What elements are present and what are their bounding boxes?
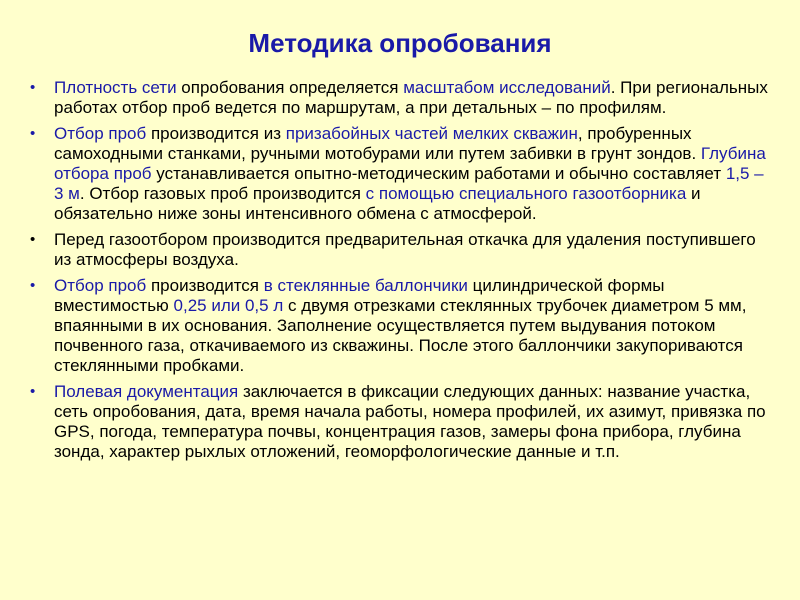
bullet-text: производится bbox=[146, 276, 264, 295]
highlighted-term: 0,25 или 0,5 л bbox=[173, 296, 284, 315]
highlighted-term: Глубина отбора проб bbox=[54, 144, 766, 183]
bullet-item bbox=[28, 230, 776, 270]
bullet-text: . Отбор газовых проб производится bbox=[79, 184, 366, 203]
highlighted-term: Полевая документация bbox=[54, 382, 239, 401]
bullet-item bbox=[28, 276, 776, 376]
bullet-text: опробования определяется bbox=[176, 78, 404, 97]
highlighted-term: Плотность сети bbox=[54, 78, 177, 97]
bullet-text: цилиндрической формы вместимостью bbox=[54, 276, 665, 315]
bullet-marker-icon: • bbox=[30, 125, 36, 142]
bullet-list bbox=[28, 78, 776, 468]
highlighted-term: 1,5 – 3 м bbox=[54, 164, 764, 203]
highlighted-term: с помощью специального газоотборника bbox=[365, 184, 687, 203]
bullet-text: и обязательно ниже зоны интенсивного обмена с атмосферой. bbox=[54, 184, 701, 223]
highlighted-term: в стеклянные баллончики bbox=[263, 276, 468, 295]
bullet-marker-icon: • bbox=[30, 277, 36, 294]
bullet-item bbox=[28, 124, 776, 224]
bullet-text: Перед газоотбором производится предварительная откачка для удаления поступившего из атмосферы воздуха. bbox=[54, 230, 756, 269]
bullet-text: с двумя отрезками стеклянных трубочек диаметром 5 мм, впаянными в их основания. Заполнение осуществляется путем выдувания потоком почвенного газа, откачиваемого из скважины. После этого баллончики закупориваются стеклянными пробками. bbox=[54, 296, 747, 375]
bullet-text: . При региональных работах отбор проб ведется по маршрутам, а при детальных – по профилям. bbox=[54, 78, 768, 117]
highlighted-term: призабойных частей мелких скважин bbox=[285, 124, 578, 143]
bullet-item bbox=[28, 78, 776, 118]
highlighted-term: Отбор проб bbox=[54, 276, 147, 295]
bullet-item bbox=[28, 382, 776, 462]
bullet-text: устанавливается опытно-методическим работами и обычно составляет bbox=[151, 164, 726, 183]
slide-title: Методика опробования bbox=[248, 28, 552, 58]
bullet-text: заключается в фиксации следующих данных: название участка, сеть опробования, дата, время начала работы, номера профилей, их азимут, привязка по GPS, погода, температура почвы, концентрация газов, замеры фона прибора, глубина зонда, характер рыхлых отложений, геоморфологические данные и т.п. bbox=[54, 382, 766, 461]
bullet-marker-icon: • bbox=[30, 231, 36, 248]
bullet-text: , пробуренных самоходными станками, ручными мотобурами или путем забивки в грунт зондов. bbox=[54, 124, 701, 163]
bullet-text: производится из bbox=[146, 124, 286, 143]
highlighted-term: Отбор проб bbox=[54, 124, 147, 143]
bullet-marker-icon: • bbox=[30, 79, 36, 96]
highlighted-term: масштабом исследований bbox=[403, 78, 611, 97]
bullet-marker-icon: • bbox=[30, 383, 36, 400]
